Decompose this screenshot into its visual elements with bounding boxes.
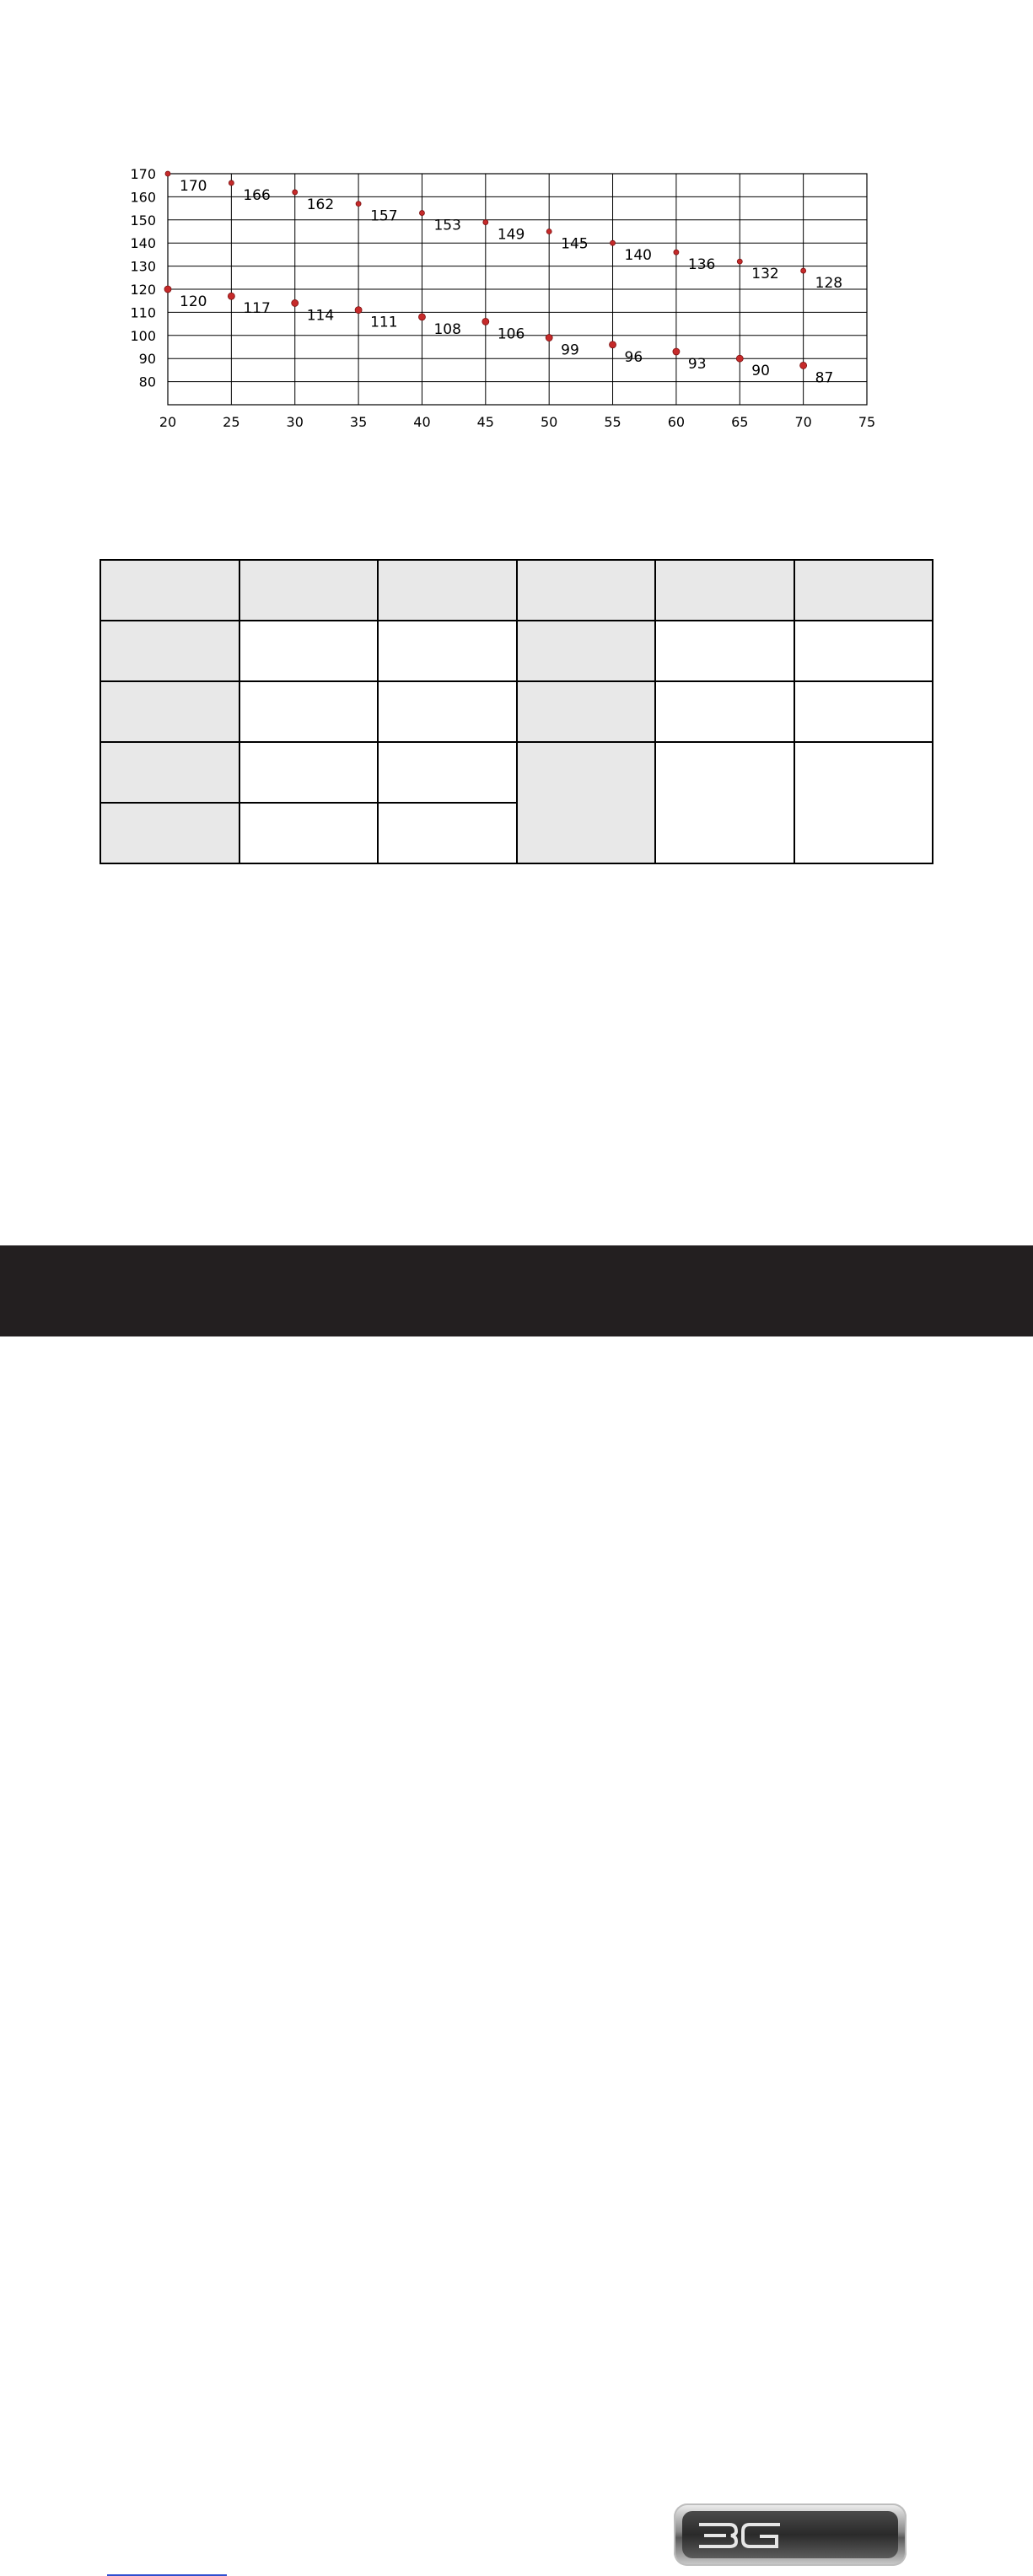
data-label: 162 (306, 196, 335, 213)
data-point (356, 202, 361, 207)
data-label: 114 (306, 307, 335, 325)
table-cell (517, 621, 656, 681)
data-label: 149 (497, 226, 525, 244)
x-tick-label: 65 (731, 414, 749, 430)
data-point (801, 268, 806, 273)
data-point (611, 240, 616, 245)
data-point (674, 250, 679, 255)
footer-bar (0, 1245, 1033, 1336)
data-point (737, 259, 742, 264)
y-tick-label: 150 (130, 212, 156, 229)
y-tick-label: 100 (130, 327, 156, 344)
data-label: 87 (815, 369, 834, 387)
table-cell (100, 560, 239, 621)
table-cell (100, 742, 239, 803)
table-cell (239, 803, 379, 863)
data-label: 128 (815, 275, 843, 293)
3g-logo (674, 2503, 907, 2566)
data-labels (180, 178, 842, 386)
x-tick-label: 35 (349, 414, 368, 430)
data-point (355, 307, 362, 314)
table-row (100, 560, 933, 621)
data-point (164, 286, 171, 293)
data-point (673, 348, 680, 355)
table-cell (517, 681, 656, 742)
x-tick-label: 70 (794, 414, 812, 430)
table-cell (100, 621, 239, 681)
3g-logo-mark (696, 2518, 788, 2552)
y-tick-label: 130 (130, 258, 156, 275)
data-label: 140 (624, 247, 652, 265)
x-tick-label: 75 (858, 414, 876, 430)
table-cell (378, 742, 517, 803)
axis-ticks (130, 166, 875, 430)
data-label: 153 (433, 217, 461, 234)
data-point (229, 180, 234, 186)
blank-table (100, 559, 933, 864)
y-tick-label: 90 (138, 351, 156, 368)
data-label: 108 (433, 320, 461, 338)
data-label: 117 (243, 300, 271, 318)
data-label: 132 (751, 266, 779, 283)
table-cell (239, 621, 379, 681)
table-row (100, 681, 933, 742)
table-cell (239, 560, 379, 621)
data-label: 106 (497, 325, 525, 343)
table-row (100, 742, 933, 803)
data-label: 145 (561, 235, 589, 253)
data-point (546, 229, 551, 234)
y-tick-label: 120 (130, 282, 156, 298)
logo-inner-panel (682, 2511, 898, 2558)
data-point (293, 190, 298, 195)
table-cell (100, 681, 239, 742)
data-point (165, 171, 170, 176)
table-cell (517, 742, 656, 863)
table-cell (794, 621, 933, 681)
y-tick-label: 80 (138, 374, 156, 390)
data-point (800, 362, 807, 368)
table-cell (794, 681, 933, 742)
data-point (228, 293, 234, 299)
data-label: 93 (687, 355, 707, 373)
x-tick-label: 25 (223, 414, 240, 430)
table-cell (517, 560, 656, 621)
scatter-chart (0, 0, 1033, 472)
data-label: 111 (370, 314, 398, 331)
data-point (736, 355, 743, 362)
data-label: 157 (370, 207, 398, 225)
data-point (483, 220, 488, 225)
x-tick-label: 50 (541, 414, 558, 430)
data-label: 90 (751, 363, 770, 380)
data-point (419, 211, 424, 216)
data-point (292, 299, 299, 306)
table-cell (100, 803, 239, 863)
x-tick-label: 60 (667, 414, 686, 430)
y-tick-label: 140 (130, 235, 156, 252)
table-cell (794, 742, 933, 863)
table-cell (378, 621, 517, 681)
data-label: 170 (180, 178, 207, 195)
y-tick-label: 110 (130, 304, 156, 321)
data-label: 96 (624, 348, 643, 366)
table-cell (378, 560, 517, 621)
data-label: 120 (180, 293, 207, 310)
data-point (546, 335, 552, 341)
x-tick-label: 40 (413, 414, 431, 430)
x-tick-label: 20 (159, 414, 177, 430)
data-label: 136 (687, 256, 716, 274)
table-cell (655, 742, 794, 863)
data-point (418, 314, 425, 320)
y-tick-label: 160 (130, 189, 156, 206)
table-cell (655, 681, 794, 742)
table-cell (239, 681, 379, 742)
table-cell (794, 560, 933, 621)
x-tick-label: 55 (604, 414, 621, 430)
x-tick-label: 30 (286, 414, 304, 430)
x-tick-label: 45 (476, 414, 494, 430)
data-label: 99 (561, 341, 579, 359)
table-cell (655, 560, 794, 621)
y-tick-label: 170 (130, 166, 156, 182)
data-label: 166 (243, 186, 271, 204)
data-point (482, 318, 489, 325)
table-cell (655, 621, 794, 681)
table-row (100, 621, 933, 681)
table-cell (378, 681, 517, 742)
table-cell (239, 742, 379, 803)
data-point (610, 341, 616, 348)
table-cell (378, 803, 517, 863)
